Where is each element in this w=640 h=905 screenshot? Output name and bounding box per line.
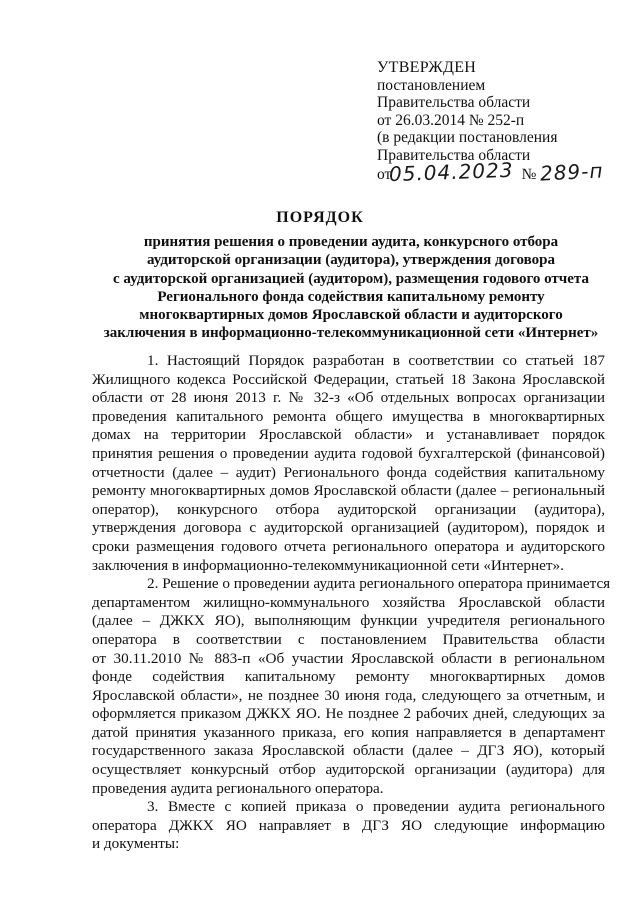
paragraph-line: принятия решения о проведении аудита годовой бухгалтерской (финансовой): [92, 444, 605, 462]
paragraph-first-text: 2. Решение о проведении аудита регионального оператора принимается: [147, 575, 611, 593]
paragraph-line: (далее – ДЖКХ ЯО), выполняющим функции учредителя регионального: [92, 612, 605, 630]
paragraph-line: домах на территории Ярославской области» и устанавливает порядок: [92, 426, 605, 444]
subtitle-line: принятия решения о проведении аудита, конкурсного отбора: [143, 234, 559, 250]
subtitle-line: многоквартирных домов Ярославской области и аудиторского: [139, 307, 563, 324]
paragraph-line: от 30.11.2010 № 883-п «Об участии Ярославской области в региональном: [92, 649, 605, 667]
paragraph-line: Ярославской области», не позднее 30 июня года, следующего за отчетным, и: [92, 686, 605, 704]
paragraph-line: оператор), конкурсного отбора аудиторской организации (аудитора),: [92, 500, 605, 518]
paragraph-line: оформляется приказом ДЖКХ ЯО. Не позднее 2 рабочих дней, следующих за: [92, 705, 605, 723]
paragraph-line: датой принятия указанного приказа, его копия направляется в департамент: [92, 723, 605, 741]
paragraph-line: осуществляет конкурсный отбор аудиторской организации (аудитора) для: [92, 761, 605, 779]
approval-line: (в редакции постановления: [377, 129, 558, 146]
paragraph-line: ремонту многоквартирных домов Ярославской области (далее – региональный: [92, 482, 605, 500]
document-subtitle: [86, 233, 616, 343]
approval-title: УТВЕРЖДЕН: [377, 59, 477, 76]
paragraph-line: фонде содействия капитальному ремонту многоквартирных домов: [92, 668, 605, 686]
paragraph-first-text: 3. Вместе с копией приказа о проведении аудита регионального: [147, 798, 605, 816]
subtitle-line: заключения в информационно-телекоммуникационной сети «Интернет»: [103, 325, 599, 342]
paragraph-line: [92, 352, 605, 371]
paragraph: [92, 575, 611, 798]
paragraph-last-line: заключения в информационно-телекоммуникационной сети «Интернет».: [92, 556, 564, 574]
paragraph-line: области от 28 июня 2013 г. № 32-з «Об отдельных вопросах организации: [92, 389, 605, 407]
document-title: ПОРЯДОК: [276, 209, 364, 226]
paragraph-line: оператора в соответствии с постановлением Правительства области: [92, 630, 605, 648]
document-body: [92, 352, 611, 854]
paragraph-first-text: 1. Настоящий Порядок разработан в соответствии со статьей 187: [147, 352, 605, 369]
paragraph-line: государственного заказа Ярославской области (далее – ДГЗ ЯО), который: [92, 742, 605, 760]
approval-from-label: от: [377, 166, 392, 183]
paragraph-line: проведения капитального ремонта общего имущества в многоквартирных: [92, 407, 605, 425]
approval-line: от 26.03.2014 № 252-п: [377, 111, 525, 129]
paragraph-last-line: проведения аудита регионального оператора.: [92, 779, 384, 797]
approval-handwritten-line: [377, 157, 617, 187]
paragraph-line: сроки размещения годового отчета регионального оператора и аудиторского: [92, 537, 605, 555]
paragraph-line: отчетности (далее – аудит) Регионального фонда содействия капитальному: [92, 463, 605, 481]
paragraph-line: [92, 575, 611, 594]
handwritten-number: 289-п: [539, 158, 605, 186]
approval-stamp-block: [377, 59, 617, 187]
approval-number-label: №: [521, 166, 537, 183]
paragraph-last-line: и документы:: [92, 835, 180, 853]
approval-line: Правительства области: [377, 94, 531, 111]
paragraph-line: [92, 798, 605, 817]
approval-line: постановлением: [377, 76, 486, 94]
paragraph: [92, 352, 605, 575]
approval-line: Правительства области: [377, 146, 531, 164]
subtitle-line: аудиторской организации (аудитора), утверждения договора: [147, 252, 555, 269]
paragraph-line: оператора ДЖКХ ЯО направляет в ДГЗ ЯО следующие информацию: [92, 816, 605, 834]
subtitle-line: с аудиторской организацией (аудитором), размещения годового отчета: [113, 270, 589, 287]
paragraph-line: утверждения договора с аудиторской организацией (аудитором), порядок и: [92, 519, 605, 537]
paragraph-line: департаментом жилищно-коммунального хозяйства Ярославской области: [92, 593, 605, 611]
paragraph-line: Жилищного кодекса Российской Федерации, статьей 18 Закона Ярославской: [92, 370, 605, 388]
handwritten-date: 05.04.2023: [388, 157, 515, 187]
paragraph: [92, 798, 605, 854]
subtitle-line: Регионального фонда содействия капитальному ремонту: [157, 288, 545, 305]
